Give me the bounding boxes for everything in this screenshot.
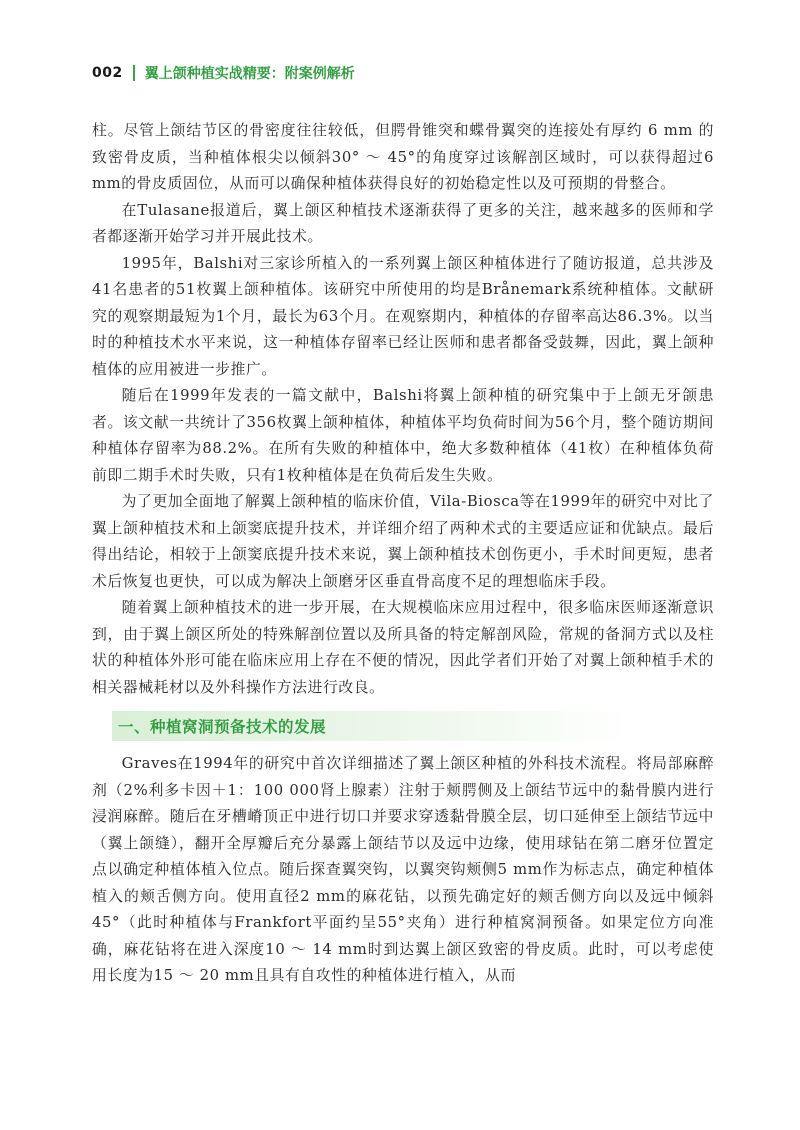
book-title: 翼上颌种植实战精要：附案例解析 [144,66,355,82]
page-number: 002 [92,65,123,81]
section-heading-text: 一、种植窝洞预备技术的发展 [118,718,327,736]
section-heading [112,711,632,741]
body-paragraph: 为了更加全面地了解翼上颌种植的临床价值，Vila-Biosca等在1999年的研究中对比了翼上颌种植技术和上颌窦底提升技术，并详细介绍了两种术式的主要适应证和优缺点。最后得出结论，相较于上颌窦底提升技术来说，翼上颌种植技术创伤更小，手术时间更短，患者术后恢复也更快，可以成为解决上颌磨牙区垂直骨高度不足的理想临床手段。 [92,493,714,590]
body-paragraph: Graves在1994年的研究中首次详细描述了翼上颌区种植的外科技术流程。将局部麻醉剂（2%利多卡因＋1：100 000肾上腺素）注射于颊腭侧及上颌结节远中的黏骨膜内进行浸润麻醉。随后在牙槽嵴顶正中进行切口并要求穿透黏骨膜全层，切口延伸至上颌结节远中（翼上颌缝），翻开全厚瓣后充分暴露上颌结节以及远中边缘，使用球钻在第二磨牙位置定点以确定种植体植入位点。随后探查翼突钩，以翼突钩颊侧5 mm作为标志点，确定种植体植入的颊舌侧方向。使用直径2 mm的麻花钻，以预先确定好的颊舌侧方向以及远中倾斜45°（此时种植体与Frankfort平面约呈55°夹角）进行种植窝洞预备。如果定位方向准确，麻花钻将在进入深度10 ～ 14 mm时到达翼上颌区致密的骨皮质。此时，可以考虑使用长度为15 ～ 20 mm且具有自攻性的种植体进行植入，从而 [92,755,714,984]
body-paragraph: 1995年，Balshi对三家诊所植入的一系列翼上颌区种植体进行了随访报道，总共涉及41名患者的51枚翼上颌种植体。该研究中所使用的均是Brånemark系统种植体。文献研究的观察期最短为1个月，最长为63个月。在观察期内，种植体的存留率高达86.3%。以当时的种植技术水平来说，这一种植体存留率已经让医师和患者都备受鼓舞，因此，翼上颌种植体的应用被进一步推广。 [92,254,714,378]
running-header [92,62,355,84]
header-divider [133,65,135,81]
body-paragraph: 柱。尽管上颌结节区的骨密度往往较低，但腭骨锥突和蝶骨翼突的连接处有厚约 6 mm 的致密骨皮质，当种植体根尖以倾斜30° ～ 45°的角度穿过该解剖区域时，可以获得超过6 mm的骨皮质固位，从而可以确保种植体获得良好的初始稳定性以及可预期的骨整合。 [92,122,714,192]
page-body [92,118,714,990]
body-paragraph: 随后在1999年发表的一篇文献中，Balshi将翼上颌种植的研究集中于上颌无牙颌患者。该文献一共统计了356枚翼上颌种植体，种植体平均负荷时间为56个月，整个随访期间种植体存留率为88.2%。在所有失败的种植体中，绝大多数种植体（41枚）在种植体负荷前即二期手术时失败，只有1枚种植体是在负荷后发生失败。 [92,387,714,484]
body-paragraph: 随着翼上颌种植技术的进一步开展，在大规模临床应用过程中，很多临床医师逐渐意识到，由于翼上颌区所处的特殊解剖位置以及所具备的特定解剖风险，常规的备洞方式以及柱状的种植体外形可能在临床应用上存在不便的情况，因此学者们开始了对翼上颌种植手术的相关器械耗材以及外科操作方法进行改良。 [92,599,714,696]
body-paragraph: 在Tulasane报道后，翼上颌区种植技术逐渐获得了更多的关注，越来越多的医师和学者都逐渐开始学习并开展此技术。 [92,201,714,245]
